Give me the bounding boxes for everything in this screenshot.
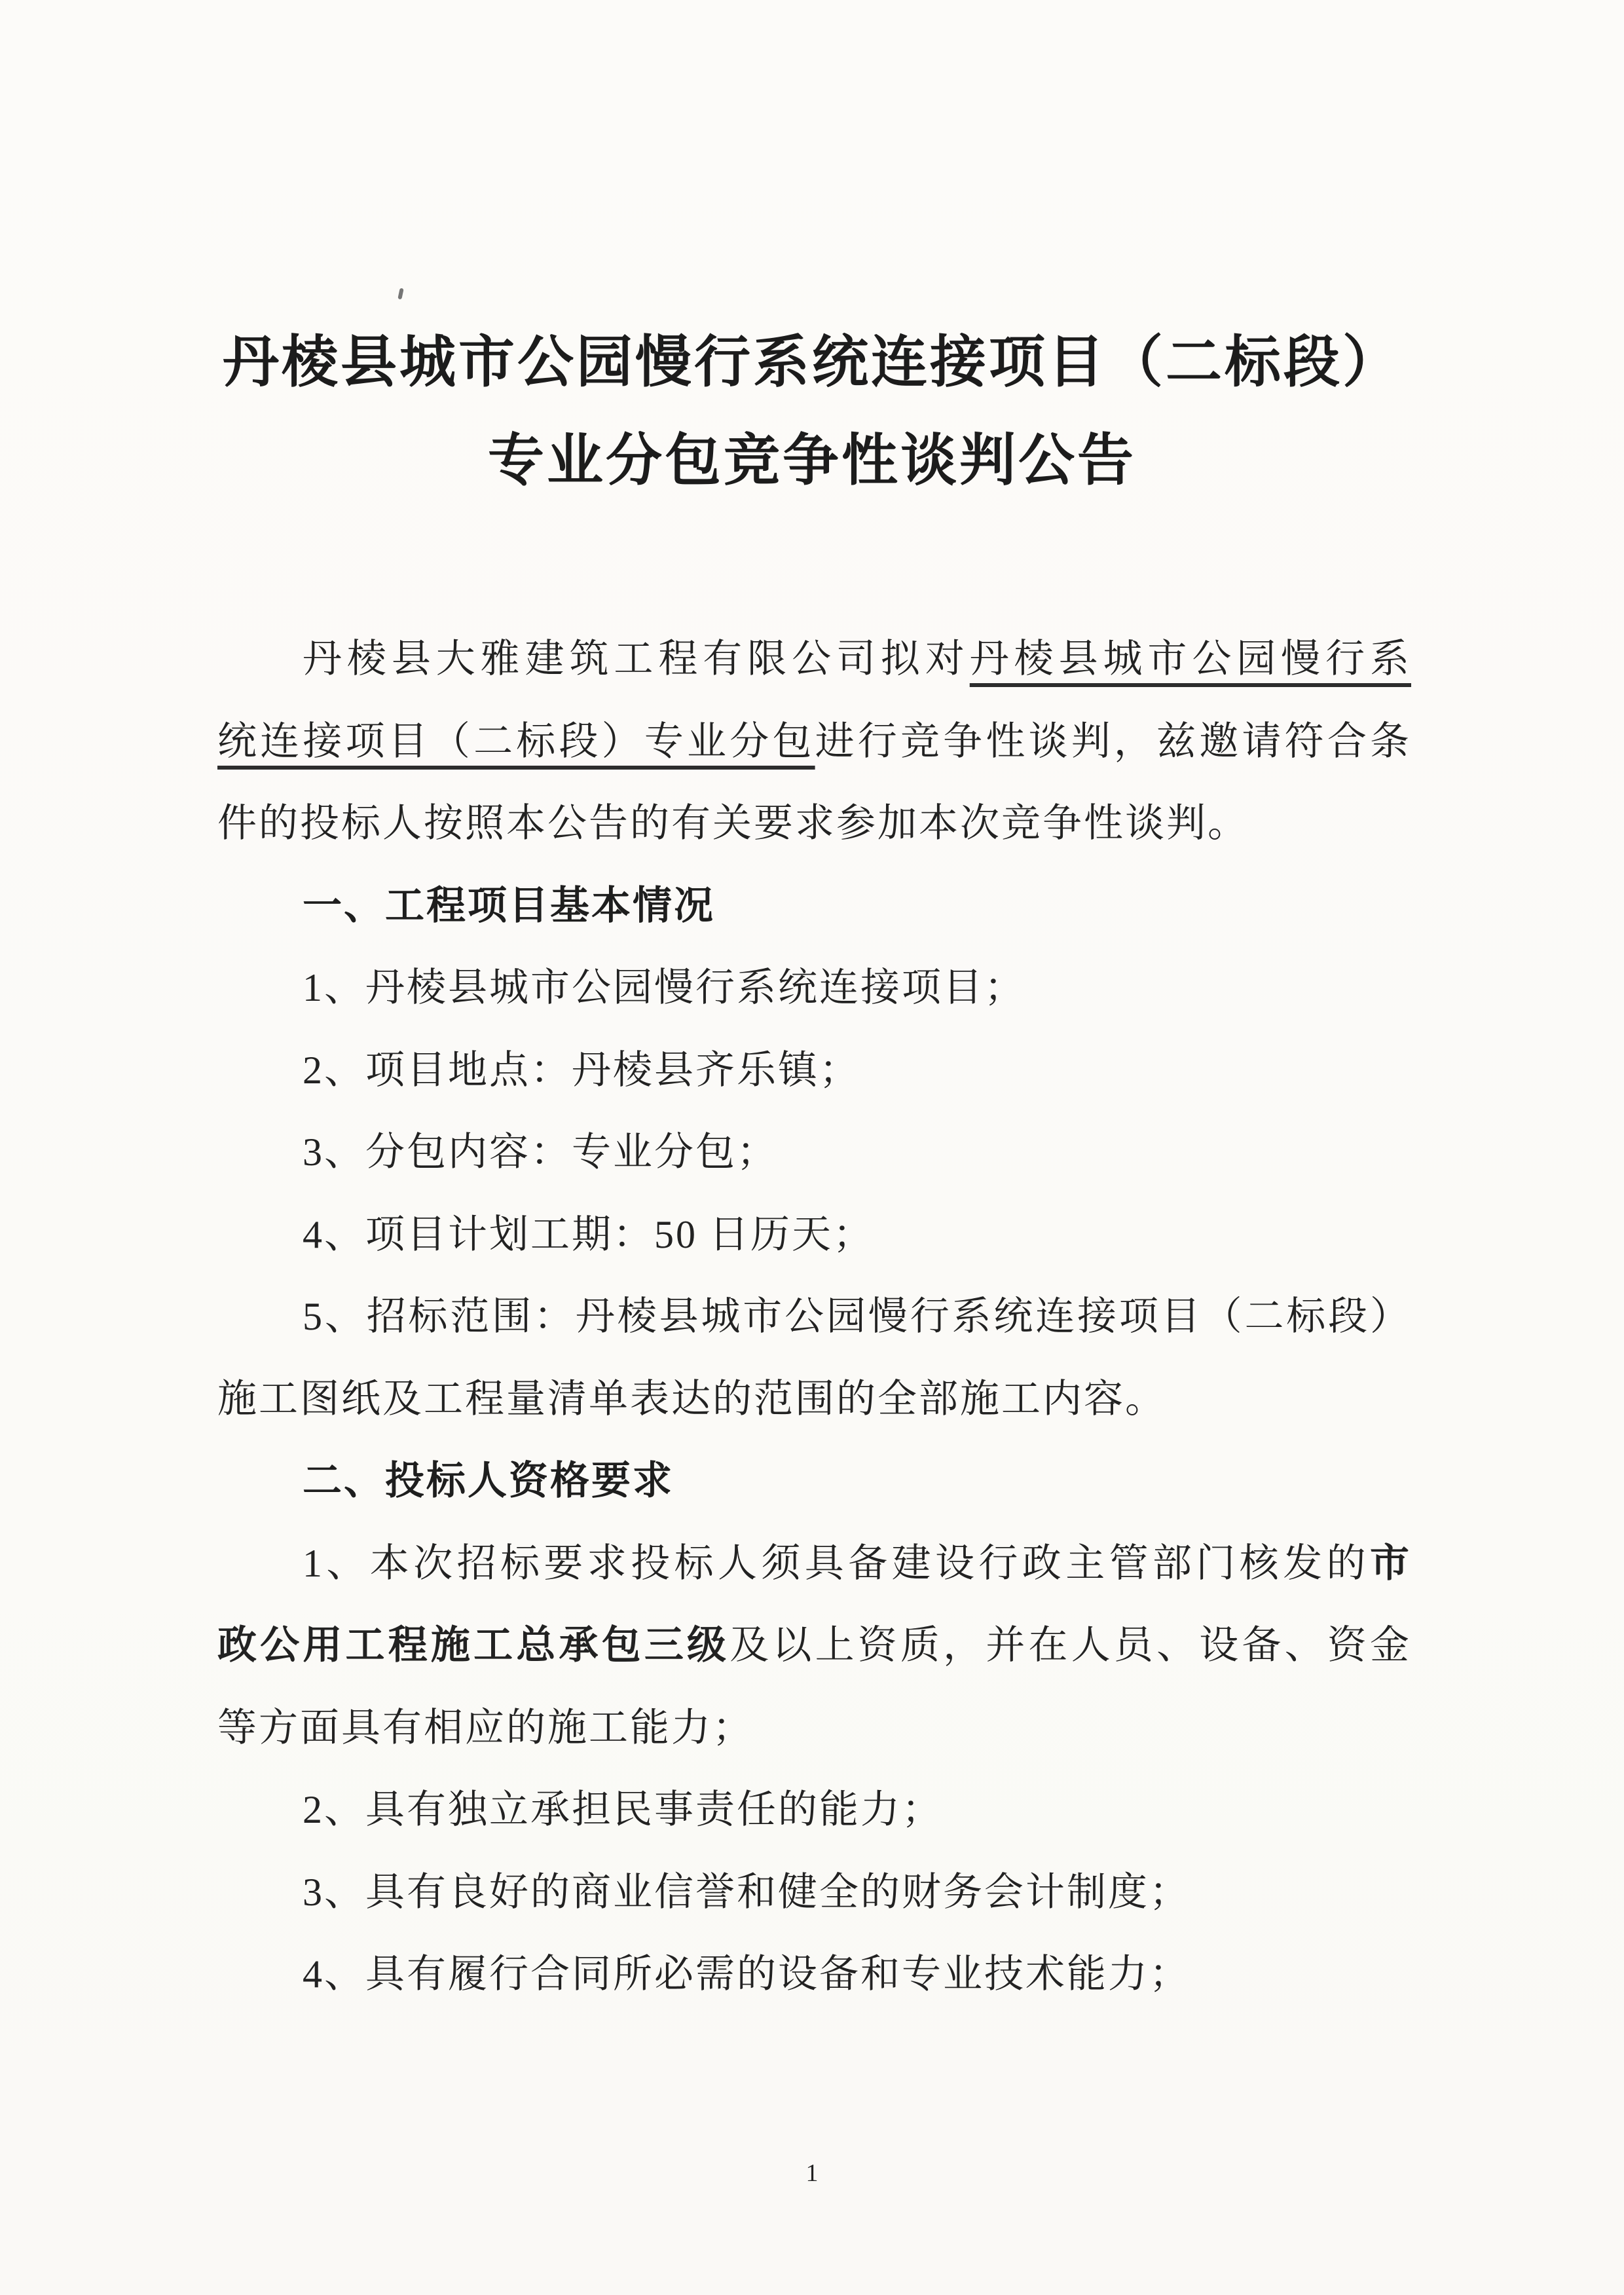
section2-item-4: 4、具有履行合同所必需的设备和专业技术能力； bbox=[303, 1952, 1190, 1996]
section2-item-2: 2、具有独立承担民事责任的能力； bbox=[303, 1788, 943, 1831]
section2-item-3: 3、具有良好的商业信誉和健全的财务会计制度； bbox=[303, 1870, 1190, 1914]
section2-item-1-line-1 bbox=[217, 1523, 1411, 1605]
document-title bbox=[0, 313, 1624, 510]
intro-line-1 bbox=[217, 618, 1411, 701]
section1-item-2: 2、项目地点：丹棱县齐乐镇； bbox=[303, 1048, 860, 1092]
scan-speck bbox=[397, 288, 403, 300]
section2-item-1-line-1-bold-text: 市 bbox=[1370, 1541, 1411, 1585]
section1-heading: 一、工程项目基本情况 bbox=[303, 884, 715, 927]
section2-item-1-line-2-text: 及以上资质，并在人员、设备、资金 bbox=[729, 1624, 1412, 1667]
section2-heading: 二、投标人资格要求 bbox=[303, 1459, 674, 1502]
section1-item-4: 4、项目计划工期：50 日历天； bbox=[303, 1212, 874, 1256]
intro-line-2-text: 进行竞争性谈判，兹邀请符合条 bbox=[815, 719, 1412, 763]
page-number: 1 bbox=[805, 2159, 819, 2187]
section1-item-5-line-1: 5、招标范围：丹棱县城市公园慢行系统连接项目（二标段） bbox=[303, 1295, 1411, 1338]
section2-item-1-line-2 bbox=[217, 1605, 1411, 1687]
section2-item-1-line-3: 等方面具有相应的施工能力； bbox=[217, 1706, 754, 1749]
intro-line-1-underlined-text: 丹棱县城市公园慢行系 bbox=[969, 637, 1411, 681]
intro-line-1-text: 丹棱县大雅建筑工程有限公司拟对 bbox=[303, 637, 970, 681]
intro-line-2-underlined-text: 统连接项目（二标段）专业分包 bbox=[217, 719, 815, 763]
title-line-2: 专业分包竞争性谈判公告 bbox=[488, 429, 1136, 492]
section1-item-5-line-2: 施工图纸及工程量清单表达的范围的全部施工内容。 bbox=[217, 1377, 1166, 1421]
section2-item-1-line-2-bold-text: 政公用工程施工总承包三级 bbox=[217, 1624, 730, 1667]
intro-line-3: 件的投标人按照本公告的有关要求参加本次竞争性谈判。 bbox=[217, 802, 1249, 845]
title-line-1: 丹棱县城市公园慢行系统连接项目（二标段） bbox=[223, 331, 1401, 394]
section1-item-1: 1、丹棱县城市公园慢行系统连接项目； bbox=[303, 966, 1025, 1009]
section1-item-3: 3、分包内容：专业分包； bbox=[303, 1130, 778, 1174]
section2-item-1-line-1-text: 1、本次招标要求投标人须具备建设行政主管部门核发的 bbox=[303, 1541, 1370, 1585]
intro-line-2 bbox=[217, 701, 1411, 783]
document-body bbox=[217, 618, 1411, 2016]
